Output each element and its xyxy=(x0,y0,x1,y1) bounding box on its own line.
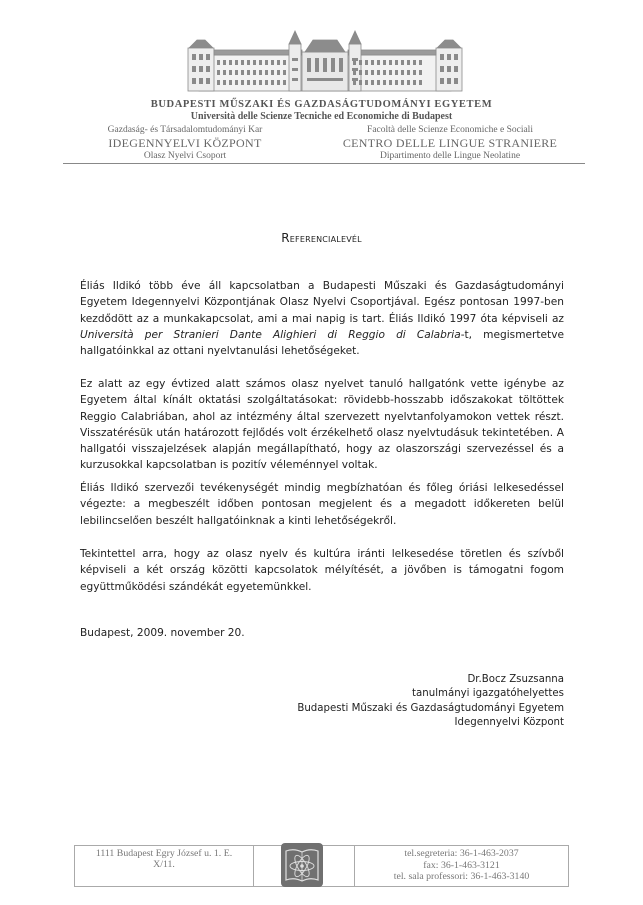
signatory-name: Dr.Bocz Zsuzsanna xyxy=(467,674,564,685)
address-line-2: X/11. xyxy=(153,859,175,870)
letterhead-divider xyxy=(63,163,585,164)
paragraph-1-text-a: Éliás Ildikó több éve áll kapcsolatban a Budapesti Műszaki és Gazdaságtudományi Egyetem Idegennyelvi Központjának Olasz Nyelvi Csoportjával. Egész pontosan 1997-ben kezdődött az a munkakapcsolat, ami a mai napig is tart. Éliás Ildikó 1997 óta képviseli az xyxy=(80,280,564,325)
paragraph-1-institution-name: Università per Stranieri Dante Alighieri di Reggio di Calabria xyxy=(80,328,461,341)
signature-block xyxy=(297,673,564,730)
signatory-institution: Budapesti Műszaki és Gazdaságtudományi Egyetem xyxy=(297,702,564,714)
university-building-illustration xyxy=(185,30,465,92)
phone-secretary: tel.segreteria: 36-1-463-2037 xyxy=(404,848,519,859)
university-emblem-icon xyxy=(281,843,323,887)
department-name-italian: Dipartimento delle Lingue Neolatine xyxy=(379,151,521,161)
document-title: Referencialevél xyxy=(281,231,362,245)
paragraph-1-text-b: -t, megismertetve hallgatóinkkal az ottani nyelvtanulási lehetőségeket. xyxy=(80,328,564,358)
faculty-name-italian: Facoltà delle Scienze Economiche e Sociali xyxy=(367,125,533,135)
paragraph-1 xyxy=(80,278,564,359)
footer-logo-cell xyxy=(254,846,354,886)
signatory-department: Idegennyelvi Központ xyxy=(454,716,564,728)
address-line-1: 1111 Budapest Egry József u. 1. E. xyxy=(95,848,233,859)
university-name-italian: Università delle Scienze Tecniche ed Economiche di Budapest xyxy=(190,111,453,122)
footer-contacts xyxy=(354,846,568,886)
language-center-hungarian: IDEGENNYELVI KÖZPONT xyxy=(108,136,262,150)
paragraph-3: Éliás Ildikó szervezői tevékenységét mindig megbízhatóan és főleg óriási lelkesedéssel végezte: a megbeszélt időben pontosan megjelent és a megadott időkereten belül lebilincselően beszélt hallgatóinknak a kinti lehetőségekről. xyxy=(80,482,564,527)
group-name-hungarian: Olasz Nyelvi Csoport xyxy=(143,151,227,161)
footer-address xyxy=(75,846,254,886)
date-line: Budapest, 2009. november 20. xyxy=(80,627,245,639)
footer-box xyxy=(74,845,569,887)
fax-number: fax: 36-1-463-3121 xyxy=(423,859,500,871)
language-center-italian: CENTRO DELLE LINGUE STRANIERE xyxy=(342,136,558,150)
university-name-hungarian: BUDAPESTI MŰSZAKI ÉS GAZDASÁGTUDOMÁNYI EGYETEM xyxy=(150,99,493,110)
faculty-name-hungarian: Gazdaság- és Társadalomtudományi Kar xyxy=(107,125,263,135)
phone-staffroom: tel. sala professori: 36-1-463-3140 xyxy=(393,871,530,882)
paragraph-4: Tekintettel arra, hogy az olasz nyelv és kultúra iránti lelkesedése töretlen és szívből képviseli a két ország közötti kapcsolatok mélyítését, a jövőben is támogatni fogom együttműködési szándékát egyetemünkkel. xyxy=(80,548,564,593)
signatory-position: tanulmányi igazgatóhelyettes xyxy=(412,688,564,700)
paragraph-2: Ez alatt az egy évtized alatt számos olasz nyelvet tanuló hallgatónk vette igénybe az Egyetem által kínált oktatási szolgáltatásokat: rövidebb-hosszabb időszakokat töltöttek Reggio Calabriában, ahol az intézmény által szervezett nyelvtanfolyamokon vettek részt. Visszatérésük után határozott fejlődés volt érzékelhető olasz nyelvtudásuk tekintetében. A hallgatói visszajelzések alapján megállapítható, hogy az olaszországi szervezéssel és a kurzusokkal kapcsolatban is pozitív véleménnyel voltak. xyxy=(80,378,564,472)
